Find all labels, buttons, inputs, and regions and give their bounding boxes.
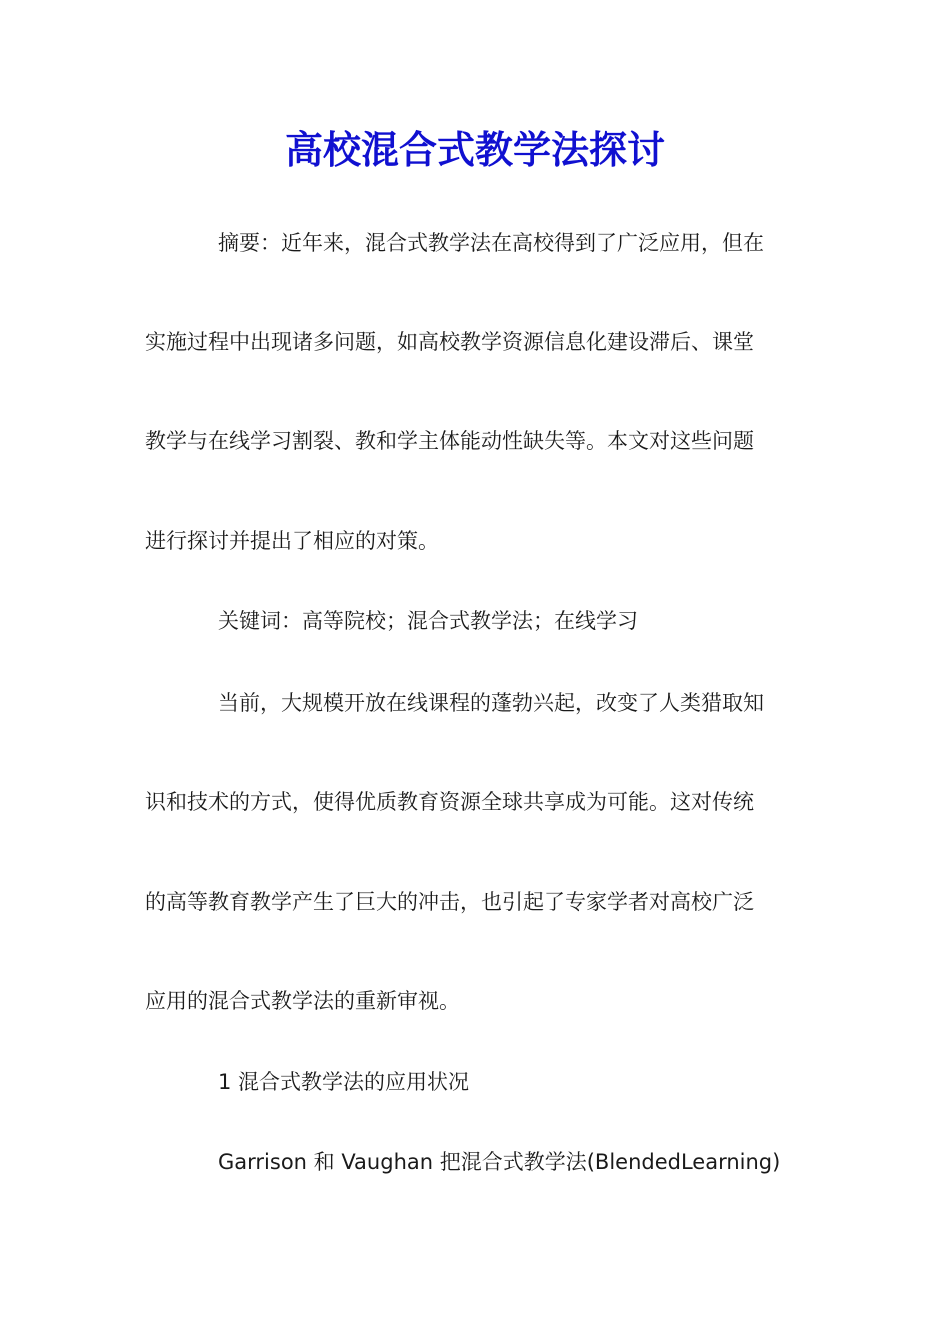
abstract-line-4: 进行探讨并提出了相应的对策。	[145, 529, 439, 553]
intro-line-2: 识和技术的方式，使得优质教育资源全球共享成为可能。这对传统	[145, 790, 754, 814]
abstract-line-1: 摘要：近年来，混合式教学法在高校得到了广泛应用，但在	[218, 231, 764, 255]
keywords-line: 关键词：高等院校；混合式教学法；在线学习	[218, 609, 638, 633]
section-body-line-1: Garrison 和 Vaughan 把混合式教学法(BlendedLearning)	[218, 1150, 781, 1174]
intro-line-3: 的高等教育教学产生了巨大的冲击，也引起了专家学者对高校广泛	[145, 890, 754, 914]
intro-line-1: 当前，大规模开放在线课程的蓬勃兴起，改变了人类猎取知	[218, 691, 764, 715]
section-heading: 1 混合式教学法的应用状况	[218, 1070, 470, 1094]
abstract-line-2: 实施过程中出现诸多问题，如高校教学资源信息化建设滞后、课堂	[145, 330, 754, 354]
document-title: 高校混合式教学法探讨	[284, 127, 665, 172]
intro-line-4: 应用的混合式教学法的重新审视。	[145, 989, 460, 1013]
abstract-line-3: 教学与在线学习割裂、教和学主体能动性缺失等。本文对这些问题	[145, 429, 754, 453]
